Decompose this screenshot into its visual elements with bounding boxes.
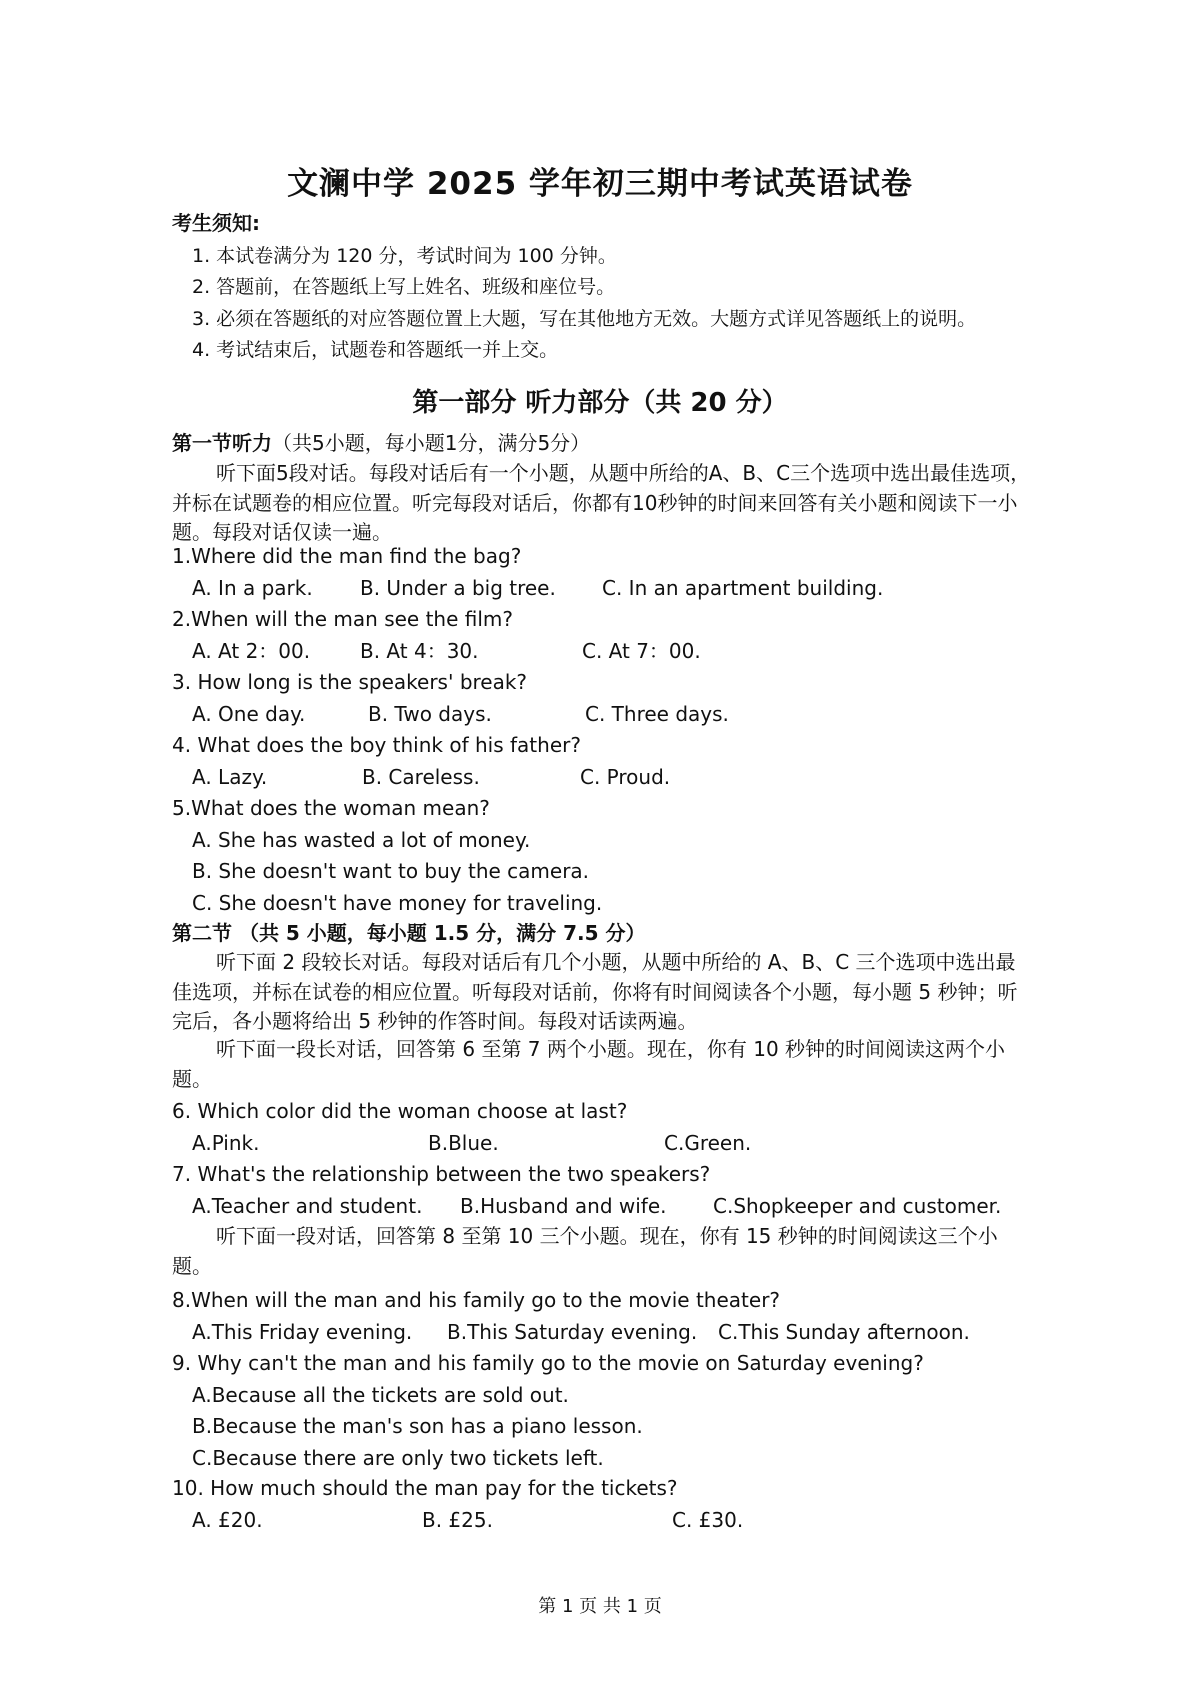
question-3: 3. How long is the speakers' break? xyxy=(172,670,528,694)
option-6a: A.Pink. xyxy=(192,1131,260,1155)
option-9c: C.Because there are only two tickets left. xyxy=(192,1446,604,1470)
option-4b: B. Careless. xyxy=(362,765,480,789)
part1-title: 第一部分 听力部分（共 20 分） xyxy=(412,388,788,418)
option-9a: A.Because all the tickets are sold out. xyxy=(192,1383,569,1407)
section2-instructions: 听下面 2 段较长对话。每段对话后有几个小题，从题中所给的 A、B、C 三个选项中选出最佳选项，并标在试卷的相应位置。听每段对话前，你将有时间阅读各个小题，每小题 5 秒钟；听完后，各小题将给出 5 秒钟的作答时间。每段对话读两遍。 xyxy=(172,950,1018,1033)
option-2b: B. At 4：30. xyxy=(360,639,479,663)
question-6: 6. Which color did the woman choose at last? xyxy=(172,1099,628,1123)
question-2: 2.When will the man see the film? xyxy=(172,607,514,631)
option-2c: C. At 7：00. xyxy=(582,639,701,663)
option-9b: B.Because the man's son has a piano lesson. xyxy=(192,1414,643,1438)
section1-instructions: 听下面5段对话。每段对话后有一个小题，从题中所给的A、B、C三个选项中选出最佳选项，并标在试题卷的相应位置。听完每段对话后，你都有10秒钟的时间来回答有关小题和阅读下一小题。每段对话仅读一遍。 xyxy=(172,461,1031,544)
option-6c: C.Green. xyxy=(664,1131,752,1155)
exam-title: 文澜中学 2025 学年初三期中考试英语试卷 xyxy=(287,166,913,202)
option-10a: A. £20. xyxy=(192,1508,263,1532)
question-4: 4. What does the boy think of his father? xyxy=(172,733,581,757)
option-2a: A. At 2：00. xyxy=(192,639,311,663)
option-8c: C.This Sunday afternoon. xyxy=(718,1320,970,1344)
option-10c: C. £30. xyxy=(672,1508,744,1532)
notice-item: 2. 答题前，在答题纸上写上姓名、班级和座位号。 xyxy=(192,276,616,298)
option-5a: A. She has wasted a lot of money. xyxy=(192,828,531,852)
question-7: 7. What's the relationship between the two speakers? xyxy=(172,1162,711,1186)
option-3c: C. Three days. xyxy=(585,702,729,726)
section1-heading xyxy=(172,430,590,456)
option-3a: A. One day. xyxy=(192,702,306,726)
page-footer: 第 1 页 共 1 页 xyxy=(538,1596,662,1617)
section2-heading: 第二节 （共 5 小题，每小题 1.5 分，满分 7.5 分） xyxy=(172,921,646,945)
option-7c: C.Shopkeeper and customer. xyxy=(713,1194,1002,1218)
question-5: 5.What does the woman mean? xyxy=(172,796,490,820)
option-3b: B. Two days. xyxy=(368,702,492,726)
question-10: 10. How much should the man pay for the tickets? xyxy=(172,1476,678,1500)
option-8a: A.This Friday evening. xyxy=(192,1320,413,1344)
question-8: 8.When will the man and his family go to the movie theater? xyxy=(172,1288,781,1312)
question-9: 9. Why can't the man and his family go to the movie on Saturday evening? xyxy=(172,1351,924,1375)
option-6b: B.Blue. xyxy=(428,1131,499,1155)
notice-item: 1. 本试卷满分为 120 分，考试时间为 100 分钟。 xyxy=(192,245,617,267)
section1-heading-label: 第一节听力 xyxy=(172,431,272,455)
option-4a: A. Lazy. xyxy=(192,765,268,789)
option-5b: B. She doesn't want to buy the camera. xyxy=(192,859,590,883)
notice-heading: 考生须知: xyxy=(172,211,260,235)
section1-heading-note: （共5小题，每小题1分，满分5分） xyxy=(272,431,591,455)
notice-item: 3. 必须在答题纸的对应答题位置上大题，写在其他地方无效。大题方式详见答题纸上的说明。 xyxy=(192,308,977,330)
question-1: 1.Where did the man find the bag? xyxy=(172,544,522,568)
option-1c: C. In an apartment building. xyxy=(602,576,884,600)
dialog2-intro: 听下面一段对话，回答第 8 至第 10 三个小题。现在，你有 15 秒钟的时间阅读这三个小题。 xyxy=(172,1224,998,1278)
option-4c: C. Proud. xyxy=(580,765,671,789)
option-5c: C. She doesn't have money for traveling. xyxy=(192,891,603,915)
option-1b: B. Under a big tree. xyxy=(360,576,556,600)
option-10b: B. £25. xyxy=(422,1508,493,1532)
dialog1-intro: 听下面一段长对话，回答第 6 至第 7 两个小题。现在，你有 10 秒钟的时间阅读这两个小题。 xyxy=(172,1037,1006,1091)
option-1a: A. In a park. xyxy=(192,576,313,600)
notice-item: 4. 考试结束后，试题卷和答题纸一并上交。 xyxy=(192,339,559,361)
option-8b: B.This Saturday evening. xyxy=(447,1320,698,1344)
option-7a: A.Teacher and student. xyxy=(192,1194,423,1218)
option-7b: B.Husband and wife. xyxy=(460,1194,667,1218)
